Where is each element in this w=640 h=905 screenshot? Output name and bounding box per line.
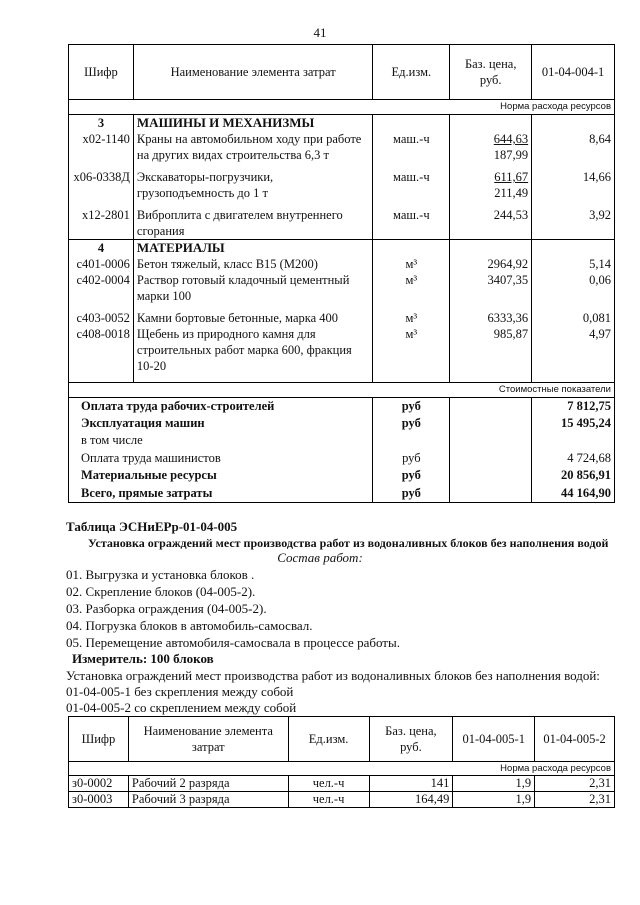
work-item: 05. Перемещение автомобиля-самосвала в процессе работы. (66, 635, 400, 650)
total-name: Материальные ресурсы (69, 467, 373, 484)
total-name: Оплата труда машинистов (69, 450, 373, 467)
row-price: 244,53 (450, 207, 532, 240)
cost-label: Стоимостные показатели (69, 382, 615, 397)
work-item: 04. Погрузка блоков в автомобиль-самосвал. (66, 618, 313, 633)
total-value: 20 856,91 (532, 467, 615, 484)
table-row (69, 131, 615, 163)
resource-table-01-04-005 (68, 716, 615, 808)
row-price: 141 (369, 776, 453, 792)
row-price: 2964,92 (450, 256, 532, 272)
header-norm-column-1: 01-04-005-1 (453, 717, 535, 762)
row-name: Рабочий 3 разряда (128, 792, 288, 808)
table-row (69, 310, 615, 326)
row-code: с408-0018 (69, 326, 134, 374)
row-norm: 5,14 (532, 256, 615, 272)
total-row (69, 467, 615, 484)
total-unit: руб (373, 450, 450, 467)
row-name: Виброплита с двигателем внутреннего сгорания (133, 207, 372, 240)
row-unit: маш.-ч (373, 207, 450, 240)
header-price: Баз. цена, руб. (369, 717, 453, 762)
row-norm-1: 1,9 (453, 776, 535, 792)
table-subtitle: Установка ограждений мест производства работ из водоналивных блоков без наполнения водой (88, 536, 609, 550)
table-row (69, 776, 615, 792)
row-price: 611,67 211,49 (450, 169, 532, 201)
header-code: Шифр (69, 717, 129, 762)
table-row (69, 169, 615, 201)
header-name: Наименование элемента затрат (133, 45, 372, 100)
composition-title: Состав работ: (277, 550, 363, 565)
row-price: 3407,35 (450, 272, 532, 304)
row-norm-2: 2,31 (535, 792, 615, 808)
header-unit: Ед.изм. (373, 45, 450, 100)
table-row (69, 326, 615, 374)
table-header-row (69, 45, 615, 100)
total-name: в том числе (69, 432, 373, 449)
section-machines-row (69, 115, 615, 132)
cost-label-row (69, 382, 615, 397)
row-code: х02-1140 (69, 131, 134, 163)
total-value: 4 724,68 (532, 450, 615, 467)
total-value: 44 164,90 (532, 485, 615, 503)
section-title: МАШИНЫ И МЕХАНИЗМЫ (133, 115, 372, 132)
row-unit: маш.-ч (373, 169, 450, 201)
row-unit: м³ (373, 310, 450, 326)
norm-label: Норма расхода ресурсов (69, 762, 615, 776)
row-unit: м³ (373, 272, 450, 304)
total-row (69, 397, 615, 415)
norm-label: Норма расхода ресурсов (69, 100, 615, 115)
header-norm-column: 01-04-004-1 (532, 45, 615, 100)
meter-label: Измеритель: 100 блоков (72, 651, 214, 666)
row-unit: чел.-ч (288, 792, 369, 808)
row-code: с402-0004 (69, 272, 134, 304)
row-price: 6333,36 (450, 310, 532, 326)
norm-label-row (69, 762, 615, 776)
row-name: Щебень из природного камня для строительных работ марка 600, фракция 10-20 (133, 326, 372, 374)
total-unit: руб (373, 467, 450, 484)
row-norm-1: 1,9 (453, 792, 535, 808)
table-title: Таблица ЭСНиЕРр-01-04-005 (66, 519, 238, 534)
header-name: Наименование элемента затрат (128, 717, 288, 762)
page-number: 41 (313, 25, 327, 40)
header-price: Баз. цена, руб. (450, 45, 532, 100)
total-value: 7 812,75 (532, 397, 615, 415)
table-row (69, 256, 615, 272)
row-price: 985,87 (450, 326, 532, 374)
row-name: Экскаваторы-погрузчики, грузоподъемность до 1 т (133, 169, 372, 201)
row-norm: 8,64 (532, 131, 615, 163)
header-unit: Ед.изм. (288, 717, 369, 762)
total-unit: руб (373, 397, 450, 415)
total-row (69, 415, 615, 432)
row-norm: 14,66 (532, 169, 615, 201)
row-norm: 3,92 (532, 207, 615, 240)
total-row (69, 485, 615, 503)
row-unit: м³ (373, 256, 450, 272)
table-row (69, 792, 615, 808)
row-price: 644,63 187,99 (450, 131, 532, 163)
work-item: 03. Разборка ограждения (04-005-2). (66, 601, 267, 616)
row-name: Краны на автомобильном ходу при работе на других видах строительства 6,3 т (133, 131, 372, 163)
section-materials-row (69, 240, 615, 257)
resource-table-01-04-004 (68, 44, 615, 503)
total-row (69, 450, 615, 467)
section-number: 4 (69, 240, 134, 257)
norm-label-row (69, 100, 615, 115)
section-title: МАТЕРИАЛЫ (133, 240, 372, 257)
total-name: Оплата труда рабочих-строителей (69, 397, 373, 415)
section-number: 3 (69, 115, 134, 132)
row-norm-2: 2,31 (535, 776, 615, 792)
total-unit: руб (373, 415, 450, 432)
row-norm: 4,97 (532, 326, 615, 374)
row-unit: м³ (373, 326, 450, 374)
work-item: 01. Выгрузка и установка блоков . (66, 567, 255, 582)
row-name: Рабочий 2 разряда (128, 776, 288, 792)
row-code: с401-0006 (69, 256, 134, 272)
row-norm: 0,06 (532, 272, 615, 304)
header-norm-column-2: 01-04-005-2 (535, 717, 615, 762)
description: Установка ограждений мест производства работ из водоналивных блоков без наполнения водой: (66, 668, 600, 683)
row-name: Камни бортовые бетонные, марка 400 (133, 310, 372, 326)
row-code: з0-0002 (69, 776, 129, 792)
variant-item: 01-04-005-2 со скреплением между собой (66, 700, 297, 715)
total-name: Всего, прямые затраты (69, 485, 373, 503)
row-name: Раствор готовый кладочный цементный марки 100 (133, 272, 372, 304)
total-name: Эксплуатация машин (69, 415, 373, 432)
row-code: х12-2801 (69, 207, 134, 240)
row-code: з0-0003 (69, 792, 129, 808)
header-code: Шифр (69, 45, 134, 100)
row-norm: 0,081 (532, 310, 615, 326)
table-row (69, 272, 615, 304)
row-unit: чел.-ч (288, 776, 369, 792)
row-name: Бетон тяжелый, класс В15 (М200) (133, 256, 372, 272)
row-unit: маш.-ч (373, 131, 450, 163)
variant-item: 01-04-005-1 без скрепления между собой (66, 684, 294, 699)
total-unit: руб (373, 485, 450, 503)
table-header-row (69, 717, 615, 762)
table-row (69, 207, 615, 240)
row-price: 164,49 (369, 792, 453, 808)
total-value: 15 495,24 (532, 415, 615, 432)
total-row (69, 432, 615, 449)
row-code: с403-0052 (69, 310, 134, 326)
row-code: х06-0338Д (69, 169, 134, 201)
work-item: 02. Скрепление блоков (04-005-2). (66, 584, 256, 599)
